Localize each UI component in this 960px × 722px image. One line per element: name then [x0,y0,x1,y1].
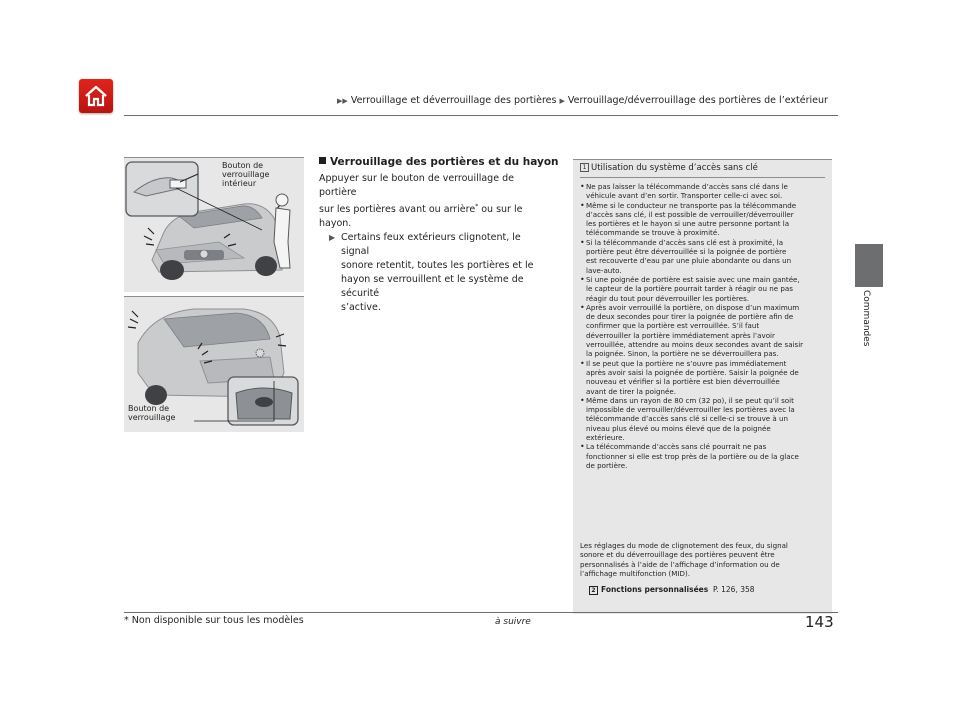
note-rule [580,177,825,178]
home-button[interactable] [79,79,113,113]
page-number: 143 [805,613,834,631]
note-panel [573,159,832,614]
breadcrumb-arrow-icon: ▶ [559,97,565,105]
section-square-icon [319,157,326,164]
note-paragraph: Les réglages du mode de clignotement des feux, du signal sonore et du déverrouillage des portières peuvent être personnalisés à l’aide de l’affichage d’information ou de l’affichage multifonction (MID). [580,541,788,578]
footnote: * Non disponible sur tous les modèles [124,615,304,626]
list-item: • Il se peut que la portière ne s’ouvre pas immédiatement après avoir saisi la poignée de portière. Saisir la poignée de nouveau et vérifier si la portière est bien déverrouillée avant de tirer la poignée. [580,358,799,396]
header-rule [124,115,838,116]
list-item: • Après avoir verrouillé la portière, on dispose d’un maximum de deux secondes pour tirer la poignée de portière afin de confirmer que la portière est verrouillée. S’il faut déverrouiller la portière immédiatement après l’avoir verrouillée, attendre au moins deux secondes avant de saisir la poignée. Sinon, la portière ne se déverrouillera pas. [580,302,804,359]
figure-front-door-lock [124,157,304,292]
breadcrumb [337,95,828,106]
cross-reference-link[interactable]: 2 Fonctions personnalisées P. 126, 358 [589,585,755,595]
chapter-label: Commandes [861,290,871,347]
list-item: • Si une poignée de portière est saisie avec une main gantée, le capteur de la portière pourrait tarder à réagir ou ne pas réagir du tout pour déverrouiller les portières. [580,274,800,303]
chapter-tab[interactable] [855,244,883,287]
list-item: • Ne pas laisser la télécommande d’accès sans clé dans le véhicule avant d’en sortir. Transporter celle-ci avec soi. [580,182,788,201]
list-item: • Si la télécommande d’accès sans clé est à proximité, la portière peut être déverrouillée si la poignée de portière est recouverte d’eau par une pluie abondante ou dans un lave-auto. [580,237,792,275]
list-item: • La télécommande d’accès sans clé pourrait ne pas fonctionner si elle est trop près de la portière ou de la glace de portière. [580,442,799,470]
section-body [319,172,551,315]
cross-reference-icon: 2 [589,586,598,595]
intro-line-2: sur les portières avant ou arrière* ou sur le hayon. [319,203,523,230]
figure-label-interior-lock-button: Bouton de verrouillage intérieur [222,161,270,188]
section-title: Verrouillage des portières et du hayon [319,156,559,168]
home-icon [83,83,109,109]
suv-front-illustration [124,158,304,292]
breadcrumb-arrow-icon: ▶▶ [337,97,348,105]
note-title: 1 Utilisation du système d’accès sans clé [580,163,758,173]
continue-label: à suivre [495,617,531,627]
footer-rule [124,612,838,613]
figure-label-lock-button: Bouton de verrouillage [128,404,176,422]
intro-line-1: Appuyer sur le bouton de verrouillage de portière [319,173,514,198]
note-bullet-list [580,182,825,470]
result-arrow-icon: ▶ [329,233,336,243]
breadcrumb-level-2[interactable]: Verrouillage/déverrouillage des portières de l’extérieur [567,95,828,106]
breadcrumb-level-1[interactable]: Verrouillage et déverrouillage des portières [350,95,557,106]
list-item: • Même dans un rayon de 80 cm (32 po), il se peut qu’il soit impossible de verrouiller/déverrouiller les portières avec la télécommande d’accès sans clé si celle-ci se trouve à un niveau plus élevé ou moins élevé que de la poignée extérieure. [580,395,795,443]
figure-rear-lock [124,296,304,432]
result-step: ▶ Certains feux extérieurs clignotent, le signal sonore retentit, toutes les portières et le hayon se verrouillent et le système de sécurité s’active. [329,232,534,314]
note-icon: 1 [580,163,589,172]
list-item: • Même si le conducteur ne transporte pas la télécommande d’accès sans clé, il est possible de verrouiller/déverrouiller les portières et le hayon si une autre personne portant la télécommande se trouve à proximité. [580,200,797,238]
